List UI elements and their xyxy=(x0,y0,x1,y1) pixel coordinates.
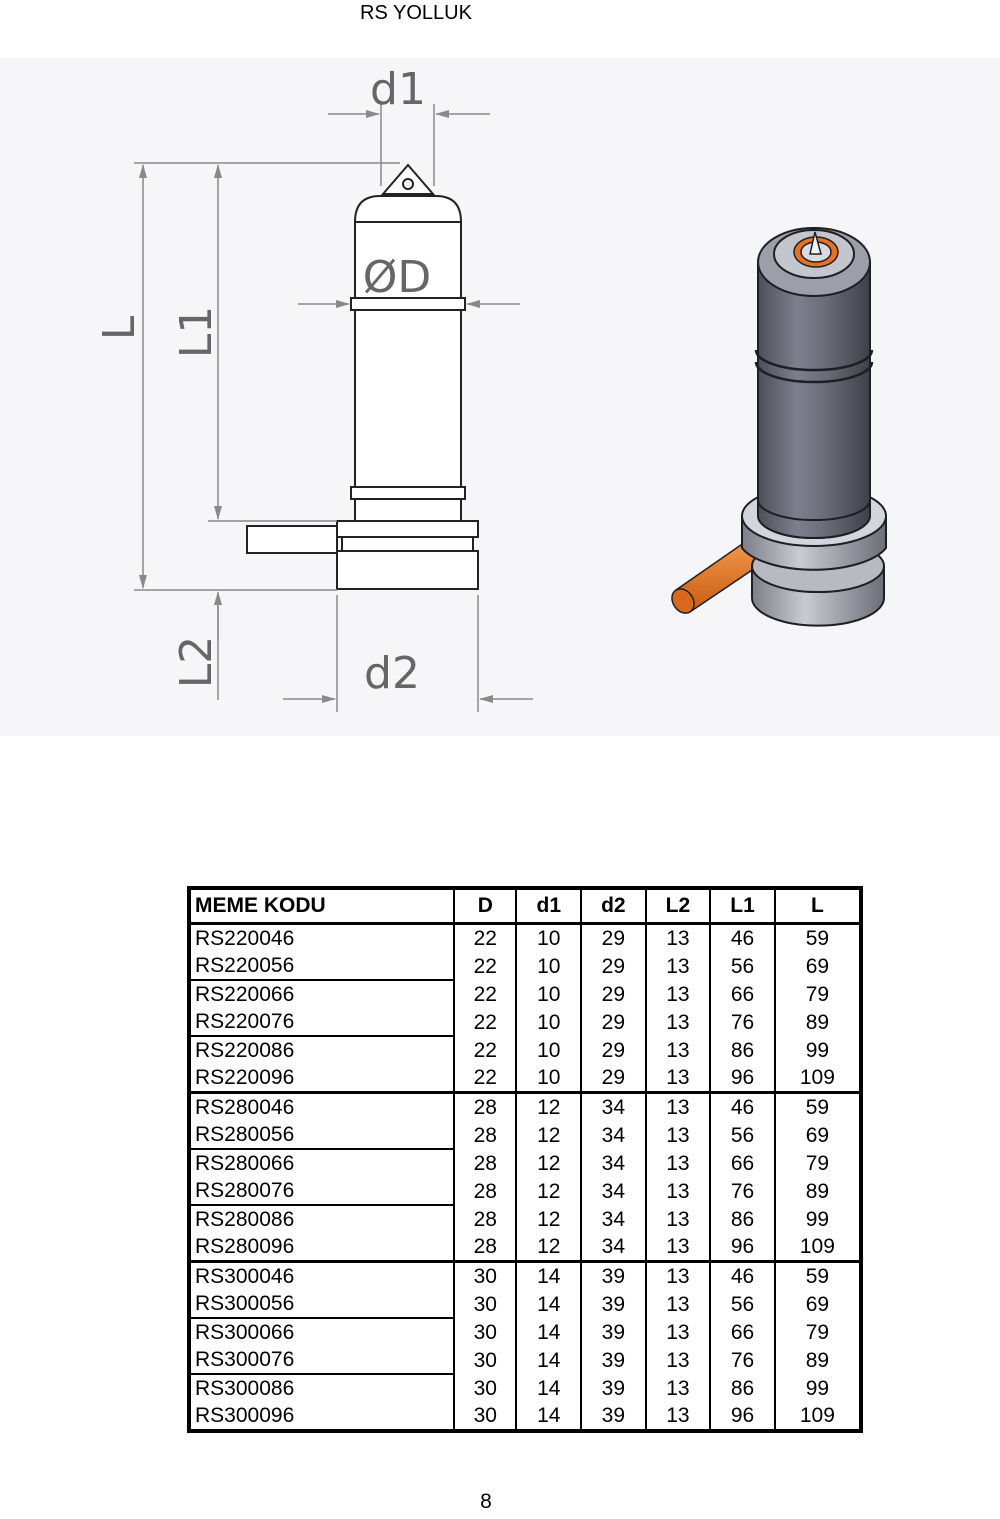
cell-L: 99 xyxy=(775,1374,861,1402)
cell-L: 109 xyxy=(775,1402,861,1431)
cell-L: 79 xyxy=(775,1149,861,1177)
cell-L2: 13 xyxy=(646,1402,711,1431)
cell-code: RS300086 xyxy=(189,1374,454,1402)
specification-table xyxy=(187,886,863,1433)
cell-d1: 12 xyxy=(516,1093,581,1122)
cell-L: 89 xyxy=(775,1177,861,1205)
cell-d2: 34 xyxy=(581,1121,646,1149)
cell-code: RS220066 xyxy=(189,980,454,1008)
cell-L: 109 xyxy=(775,1233,861,1262)
cell-L: 89 xyxy=(775,1346,861,1374)
cell-d1: 12 xyxy=(516,1233,581,1262)
cell-d2: 29 xyxy=(581,1064,646,1093)
table-row xyxy=(189,1374,861,1402)
cell-L1: 96 xyxy=(710,1233,775,1262)
cell-d2: 39 xyxy=(581,1318,646,1346)
cell-L: 59 xyxy=(775,1262,861,1291)
cell-L2: 13 xyxy=(646,1205,711,1233)
cell-D: 22 xyxy=(454,980,516,1008)
cell-d1: 14 xyxy=(516,1402,581,1431)
cell-L2: 13 xyxy=(646,1036,711,1064)
cell-D: 28 xyxy=(454,1205,516,1233)
table-row xyxy=(189,1402,861,1431)
cell-code: RS300056 xyxy=(189,1290,454,1318)
cell-d1: 14 xyxy=(516,1290,581,1318)
table-row xyxy=(189,952,861,980)
table-row xyxy=(189,1233,861,1262)
table-row xyxy=(189,1008,861,1036)
cell-D: 28 xyxy=(454,1093,516,1122)
cell-L2: 13 xyxy=(646,1093,711,1122)
cell-L1: 96 xyxy=(710,1064,775,1093)
table-row xyxy=(189,1149,861,1177)
table-row xyxy=(189,1177,861,1205)
cell-L1: 66 xyxy=(710,1318,775,1346)
label-L1: L1 xyxy=(171,305,222,359)
table-header-row xyxy=(189,888,861,924)
cell-D: 28 xyxy=(454,1149,516,1177)
table-row xyxy=(189,1205,861,1233)
cell-code: RS220086 xyxy=(189,1036,454,1064)
cell-L2: 13 xyxy=(646,1149,711,1177)
cell-L2: 13 xyxy=(646,1008,711,1036)
cell-L1: 76 xyxy=(710,1008,775,1036)
cell-L2: 13 xyxy=(646,1318,711,1346)
cell-D: 30 xyxy=(454,1374,516,1402)
table-row xyxy=(189,1346,861,1374)
col-header-d1: d1 xyxy=(516,888,581,924)
cell-d2: 34 xyxy=(581,1177,646,1205)
cell-L1: 86 xyxy=(710,1205,775,1233)
cell-code: RS280096 xyxy=(189,1233,454,1262)
technical-drawing xyxy=(0,58,1000,736)
cell-L2: 13 xyxy=(646,1177,711,1205)
cell-d2: 39 xyxy=(581,1346,646,1374)
cell-d1: 12 xyxy=(516,1177,581,1205)
cell-L: 69 xyxy=(775,1290,861,1318)
cell-code: RS280076 xyxy=(189,1177,454,1205)
nozzle-3d-render xyxy=(667,228,886,626)
cell-d1: 10 xyxy=(516,980,581,1008)
cell-D: 30 xyxy=(454,1346,516,1374)
table-row xyxy=(189,1290,861,1318)
cell-D: 30 xyxy=(454,1290,516,1318)
table-row xyxy=(189,1064,861,1093)
table-row xyxy=(189,1318,861,1346)
cell-L2: 13 xyxy=(646,1233,711,1262)
cell-d2: 34 xyxy=(581,1205,646,1233)
cell-L2: 13 xyxy=(646,1262,711,1291)
cell-d2: 39 xyxy=(581,1290,646,1318)
cell-d1: 14 xyxy=(516,1374,581,1402)
cell-code: RS220076 xyxy=(189,1008,454,1036)
cell-L1: 66 xyxy=(710,980,775,1008)
cell-L2: 13 xyxy=(646,1346,711,1374)
cell-D: 30 xyxy=(454,1262,516,1291)
cell-d2: 34 xyxy=(581,1233,646,1262)
cell-D: 28 xyxy=(454,1233,516,1262)
cell-L2: 13 xyxy=(646,1374,711,1402)
table-row xyxy=(189,1121,861,1149)
cell-code: RS220096 xyxy=(189,1064,454,1093)
cell-d2: 29 xyxy=(581,1008,646,1036)
cell-L2: 13 xyxy=(646,1064,711,1093)
cell-L: 69 xyxy=(775,1121,861,1149)
cell-d2: 29 xyxy=(581,952,646,980)
col-header-d2: d2 xyxy=(581,888,646,924)
cell-L: 99 xyxy=(775,1205,861,1233)
cell-D: 22 xyxy=(454,1008,516,1036)
cell-d1: 10 xyxy=(516,1008,581,1036)
cell-d1: 12 xyxy=(516,1149,581,1177)
cell-d1: 12 xyxy=(516,1205,581,1233)
cell-code: RS300096 xyxy=(189,1402,454,1431)
table-row xyxy=(189,924,861,953)
cell-d2: 34 xyxy=(581,1093,646,1122)
col-header-L1: L1 xyxy=(710,888,775,924)
cell-L: 69 xyxy=(775,952,861,980)
cell-L: 79 xyxy=(775,980,861,1008)
cell-d2: 29 xyxy=(581,924,646,953)
cell-L: 59 xyxy=(775,924,861,953)
cell-code: RS300046 xyxy=(189,1262,454,1291)
cell-L2: 13 xyxy=(646,1290,711,1318)
nozzle-side-view xyxy=(247,165,478,589)
cell-d1: 14 xyxy=(516,1346,581,1374)
cell-L2: 13 xyxy=(646,952,711,980)
cell-d1: 10 xyxy=(516,1064,581,1093)
cell-code: RS220056 xyxy=(189,952,454,980)
cell-L: 109 xyxy=(775,1064,861,1093)
cell-d1: 12 xyxy=(516,1121,581,1149)
cell-L: 89 xyxy=(775,1008,861,1036)
cell-d1: 10 xyxy=(516,952,581,980)
cell-d2: 29 xyxy=(581,980,646,1008)
cell-code: RS280046 xyxy=(189,1093,454,1122)
cell-L1: 96 xyxy=(710,1402,775,1431)
cell-D: 28 xyxy=(454,1177,516,1205)
cell-L1: 86 xyxy=(710,1036,775,1064)
cell-D: 22 xyxy=(454,1036,516,1064)
cell-L1: 66 xyxy=(710,1149,775,1177)
label-d2: d2 xyxy=(364,648,420,699)
cell-code: RS280056 xyxy=(189,1121,454,1149)
cell-d1: 14 xyxy=(516,1262,581,1291)
cell-L1: 46 xyxy=(710,1093,775,1122)
cell-code: RS280066 xyxy=(189,1149,454,1177)
cell-L: 79 xyxy=(775,1318,861,1346)
cell-d2: 39 xyxy=(581,1262,646,1291)
col-header-meme-kodu: MEME KODU xyxy=(189,888,454,924)
cell-L1: 46 xyxy=(710,924,775,953)
label-L2: L2 xyxy=(171,635,222,689)
cell-L2: 13 xyxy=(646,1121,711,1149)
cell-D: 22 xyxy=(454,924,516,953)
cell-d2: 39 xyxy=(581,1374,646,1402)
cell-d2: 39 xyxy=(581,1402,646,1431)
table-row xyxy=(189,1262,861,1291)
cell-L1: 76 xyxy=(710,1177,775,1205)
page-title: RS YOLLUK xyxy=(360,2,472,24)
cell-D: 22 xyxy=(454,952,516,980)
cell-d1: 10 xyxy=(516,924,581,953)
cell-d1: 10 xyxy=(516,1036,581,1064)
cell-L2: 13 xyxy=(646,924,711,953)
col-header-L: L xyxy=(775,888,861,924)
label-L: L xyxy=(94,315,145,341)
table-row xyxy=(189,1036,861,1064)
cell-D: 30 xyxy=(454,1318,516,1346)
cell-d1: 14 xyxy=(516,1318,581,1346)
cell-L1: 76 xyxy=(710,1346,775,1374)
cell-L: 99 xyxy=(775,1036,861,1064)
cell-code: RS280086 xyxy=(189,1205,454,1233)
cell-code: RS300066 xyxy=(189,1318,454,1346)
cell-code: RS220046 xyxy=(189,924,454,953)
cell-D: 22 xyxy=(454,1064,516,1093)
cell-L1: 56 xyxy=(710,1121,775,1149)
cell-L1: 46 xyxy=(710,1262,775,1291)
cell-L1: 56 xyxy=(710,952,775,980)
cell-L1: 56 xyxy=(710,1290,775,1318)
col-header-D: D xyxy=(454,888,516,924)
cell-D: 28 xyxy=(454,1121,516,1149)
col-header-L2: L2 xyxy=(646,888,711,924)
cell-L2: 13 xyxy=(646,980,711,1008)
table-row xyxy=(189,980,861,1008)
cell-L: 59 xyxy=(775,1093,861,1122)
label-d1: d1 xyxy=(370,64,426,115)
cell-d2: 29 xyxy=(581,1036,646,1064)
cell-D: 30 xyxy=(454,1402,516,1431)
cell-L1: 86 xyxy=(710,1374,775,1402)
page-number: 8 xyxy=(480,1490,492,1513)
cell-code: RS300076 xyxy=(189,1346,454,1374)
cell-d2: 34 xyxy=(581,1149,646,1177)
label-D: ØD xyxy=(362,252,432,303)
table-row xyxy=(189,1093,861,1122)
